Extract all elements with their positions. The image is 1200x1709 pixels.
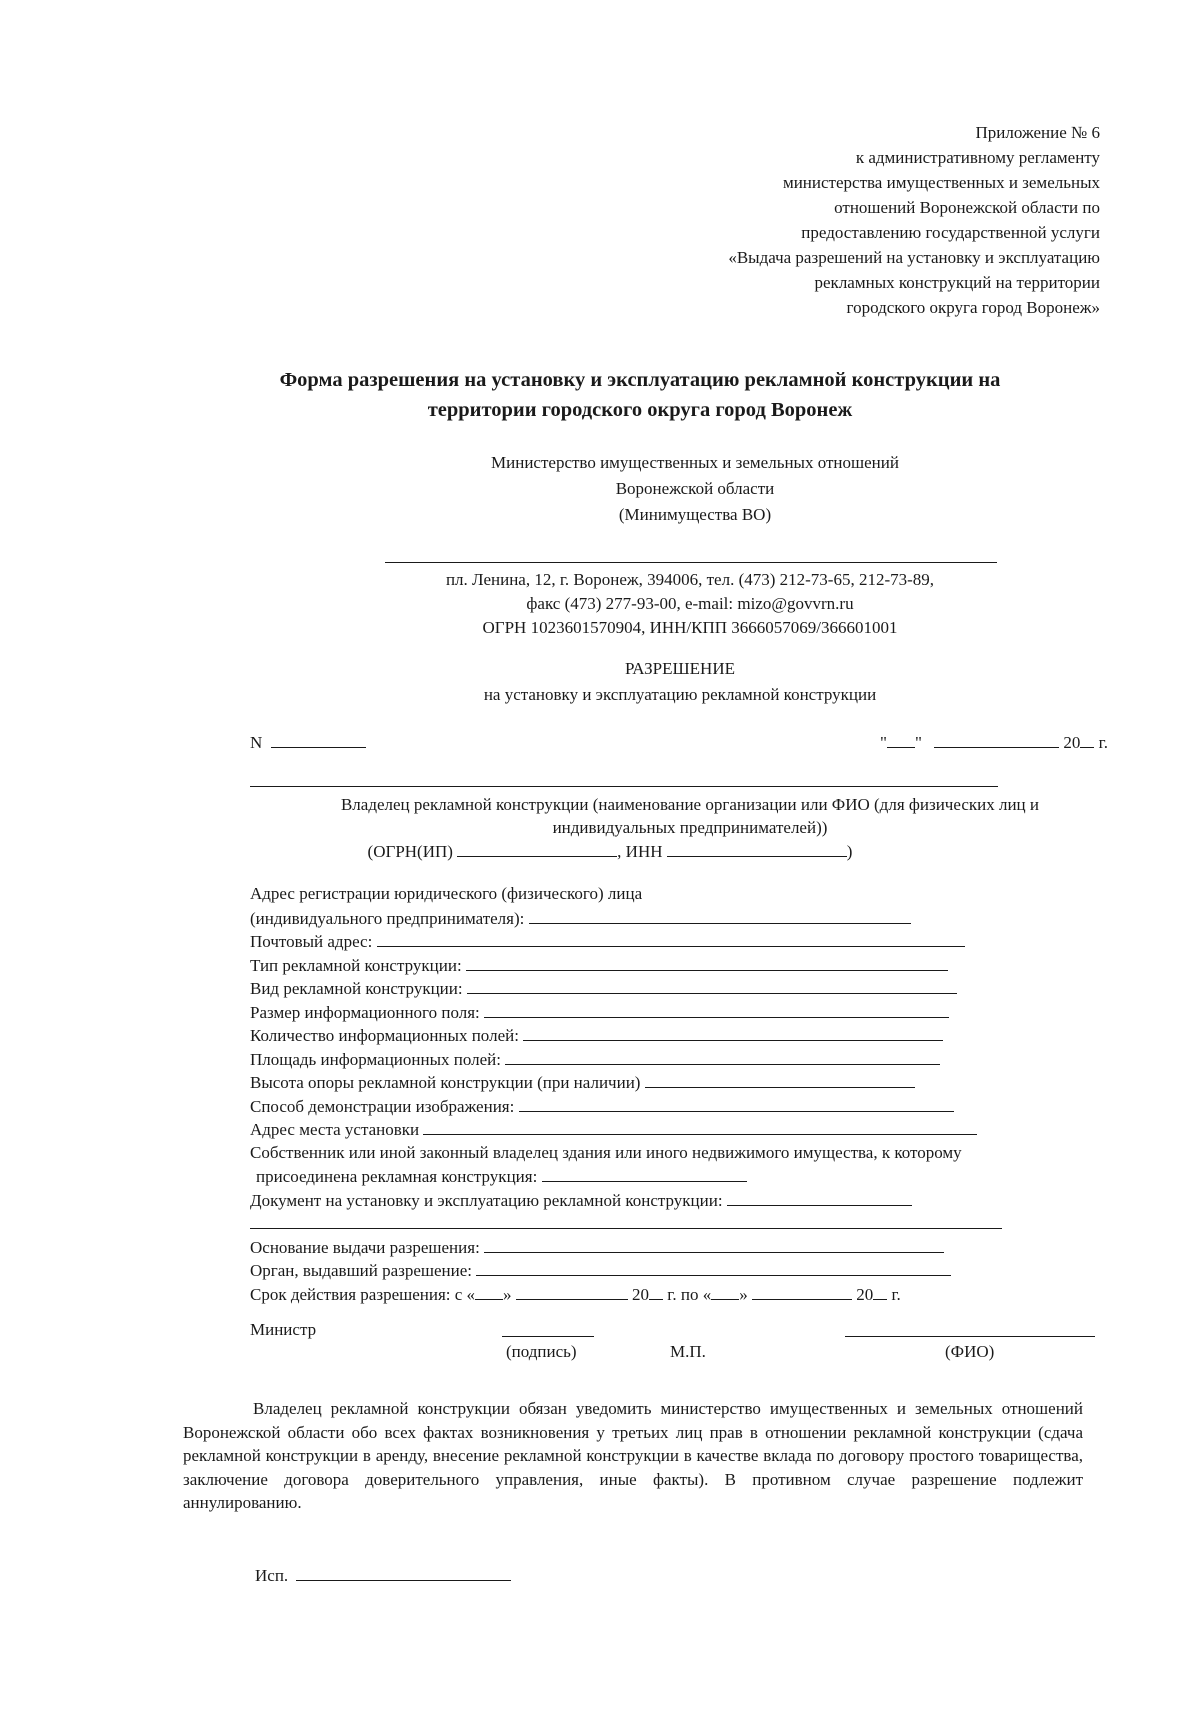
validity-to: г. по « <box>667 1284 712 1304</box>
executor-label: Исп. <box>255 1566 289 1585</box>
field-label: присоединена рекламная конструкция: <box>256 1167 538 1186</box>
owner-close: ) <box>846 842 853 861</box>
number-blank <box>271 730 366 748</box>
ogrn-label: (ОГРН(ИП) <box>367 842 453 861</box>
field-proprietor <box>250 1164 1130 1188</box>
field-area <box>250 1047 1130 1071</box>
permit-date <box>880 730 1108 754</box>
contacts-block <box>380 568 1000 640</box>
validity-year-prefix: 20 <box>632 1284 650 1304</box>
field-display-method <box>250 1094 1130 1118</box>
install-blank <box>423 1117 977 1135</box>
validity-year-prefix-2: 20 <box>856 1284 874 1304</box>
postal-blank <box>377 929 965 947</box>
seal-label: М.П. <box>670 1342 706 1361</box>
date-quote-open: " <box>880 733 887 752</box>
permit-number <box>250 730 366 754</box>
appendix-header <box>580 120 1100 320</box>
field-label: (индивидуального предпринимателя): <box>250 908 525 928</box>
date-month-blank <box>934 730 1059 748</box>
ministry-name: Министерство имущественных и земельных отношений <box>491 453 899 472</box>
address-reg-blank <box>529 906 911 924</box>
permit-title: РАЗРЕШЕНИЕ <box>625 659 735 678</box>
field-label: Количество информационных полей: <box>250 1026 519 1045</box>
owner-caption: Владелец рекламной конструкции (наименование организации или ФИО (для физических лиц и <box>340 795 1040 814</box>
field-label: Документ на установку и эксплуатацию рекламной конструкции: <box>250 1190 723 1210</box>
ogrn-blank <box>457 839 617 857</box>
field-label: Адрес регистрации юридического (физического) лица <box>250 884 643 903</box>
date-year-suffix: г. <box>1098 733 1108 752</box>
field-count <box>250 1023 1130 1047</box>
executor-blank <box>296 1563 511 1581</box>
field-label: Площадь информационных полей: <box>250 1049 501 1069</box>
inn-blank <box>667 839 847 857</box>
validity-day-to <box>711 1282 739 1300</box>
issuer-blank <box>476 1258 951 1276</box>
field-kind <box>250 976 1130 1000</box>
validity-quote-2: » <box>739 1284 748 1304</box>
field-label: Тип рекламной конструкции: <box>250 955 462 975</box>
date-day-blank <box>887 730 915 748</box>
validity-year-to <box>873 1282 887 1300</box>
appendix-line: городского округа город Воронеж» <box>846 298 1100 317</box>
kind-blank <box>467 976 957 994</box>
document-blank <box>727 1188 912 1206</box>
display-blank <box>519 1094 954 1112</box>
owner-caption-2: индивидуальных предпринимателей)) <box>552 818 828 837</box>
appendix-line: министерства имущественных и земельных <box>782 173 1100 192</box>
field-address-reg <box>250 906 1130 930</box>
minister-label: Министр <box>250 1320 317 1339</box>
document-blank-2 <box>250 1211 1002 1229</box>
title-line: территории городского округа город Воронеж <box>427 399 853 421</box>
executor <box>255 1563 511 1587</box>
document-title <box>140 365 1140 425</box>
contacts-ogrn: ОГРН 1023601570904, ИНН/КПП 3666057069/366601001 <box>482 618 898 637</box>
validity-year-suffix: г. <box>891 1284 901 1304</box>
date-year-prefix: 20 <box>1063 733 1081 752</box>
field-validity <box>250 1282 1130 1306</box>
ministry-divider <box>385 562 997 563</box>
field-basis <box>250 1235 1130 1259</box>
proprietor-blank <box>542 1164 747 1182</box>
field-document <box>250 1188 1130 1212</box>
name-caption: (ФИО) <box>945 1342 995 1361</box>
permit-fields <box>250 882 1130 1305</box>
appendix-line: отношений Воронежской области по <box>834 198 1100 217</box>
appendix-line: рекламных конструкций на территории <box>814 273 1100 292</box>
date-quote-close: " <box>914 733 922 752</box>
field-label: Орган, выдавший разрешение: <box>250 1261 473 1280</box>
field-address-reg-1 <box>250 882 1130 906</box>
owner-notice <box>183 1397 1083 1515</box>
appendix-line: Приложение № 6 <box>975 123 1100 142</box>
field-label: Способ демонстрации изображения: <box>250 1096 515 1116</box>
validity-month-from <box>516 1282 628 1300</box>
field-label: Размер информационного поля: <box>250 1002 480 1022</box>
inn-label: , ИНН <box>617 842 663 861</box>
field-proprietor-1 <box>250 1141 1130 1165</box>
validity-label: Срок действия разрешения: с « <box>250 1284 476 1304</box>
field-type <box>250 953 1130 977</box>
signature-line <box>502 1336 594 1337</box>
field-support-height <box>250 1070 1130 1094</box>
title-line: Форма разрешения на установку и эксплуатацию рекламной конструкции на <box>279 369 1001 391</box>
validity-quote: » <box>503 1284 512 1304</box>
size-blank <box>484 1000 949 1018</box>
owner-divider <box>250 786 998 787</box>
field-label: Почтовый адрес: <box>250 932 373 951</box>
ministry-region: Воронежской области <box>615 479 775 498</box>
date-year-blank <box>1080 730 1094 748</box>
permit-heading <box>400 656 960 708</box>
appendix-line: предоставлению государственной услуги <box>801 223 1100 242</box>
validity-year-from <box>649 1282 663 1300</box>
owner-block <box>250 793 1130 863</box>
height-blank <box>645 1070 915 1088</box>
ministry-short: (Минимущества ВО) <box>618 505 772 524</box>
permit-subtitle: на установку и эксплуатацию рекламной конструкции <box>483 685 877 704</box>
field-install-address <box>250 1117 1130 1141</box>
notice-text: Владелец рекламной конструкции обязан уведомить министерство имущественных и земельных отношений Воронежской области обо всех фактах возникновения у третьих лиц прав в отношении рекламной конструкции (сдача рекламной конструкции в аренду, внесение рекламной конструкции в качестве вклада по договору простого товарищества, заключение договора доверительного управления, иные факты). В противном случае разрешение подлежит аннулированию. <box>183 1399 1083 1512</box>
field-label: Вид рекламной конструкции: <box>250 979 463 998</box>
signature-caption: (подпись) <box>506 1342 577 1361</box>
basis-blank <box>484 1235 944 1253</box>
validity-day-from <box>475 1282 503 1300</box>
field-label: Собственник или иной законный владелец здания или иного недвижимого имущества, к которому <box>250 1142 962 1162</box>
field-label: Адрес места установки <box>250 1120 420 1139</box>
area-blank <box>505 1047 940 1065</box>
field-issuer <box>250 1258 1130 1282</box>
count-blank <box>523 1023 943 1041</box>
contacts-address: пл. Ленина, 12, г. Воронеж, 394006, тел. (473) 212-73-65, 212-73-89, <box>445 570 935 589</box>
name-line <box>845 1336 1095 1337</box>
field-size <box>250 1000 1130 1024</box>
field-postal <box>250 929 1130 953</box>
field-label: Основание выдачи разрешения: <box>250 1237 480 1257</box>
validity-month-to <box>752 1282 852 1300</box>
ministry-block <box>415 450 975 528</box>
field-document-cont <box>250 1211 1130 1235</box>
number-label: N <box>250 733 263 752</box>
appendix-line: «Выдача разрешений на установку и эксплуатацию <box>728 248 1100 267</box>
field-label: Высота опоры рекламной конструкции (при наличии) <box>250 1073 641 1092</box>
contacts-fax-email: факс (473) 277-93-00, e-mail: mizo@govvrn.ru <box>526 594 854 613</box>
type-blank <box>466 953 948 971</box>
appendix-line: к административному регламенту <box>855 148 1100 167</box>
owner-ids <box>250 839 1130 863</box>
